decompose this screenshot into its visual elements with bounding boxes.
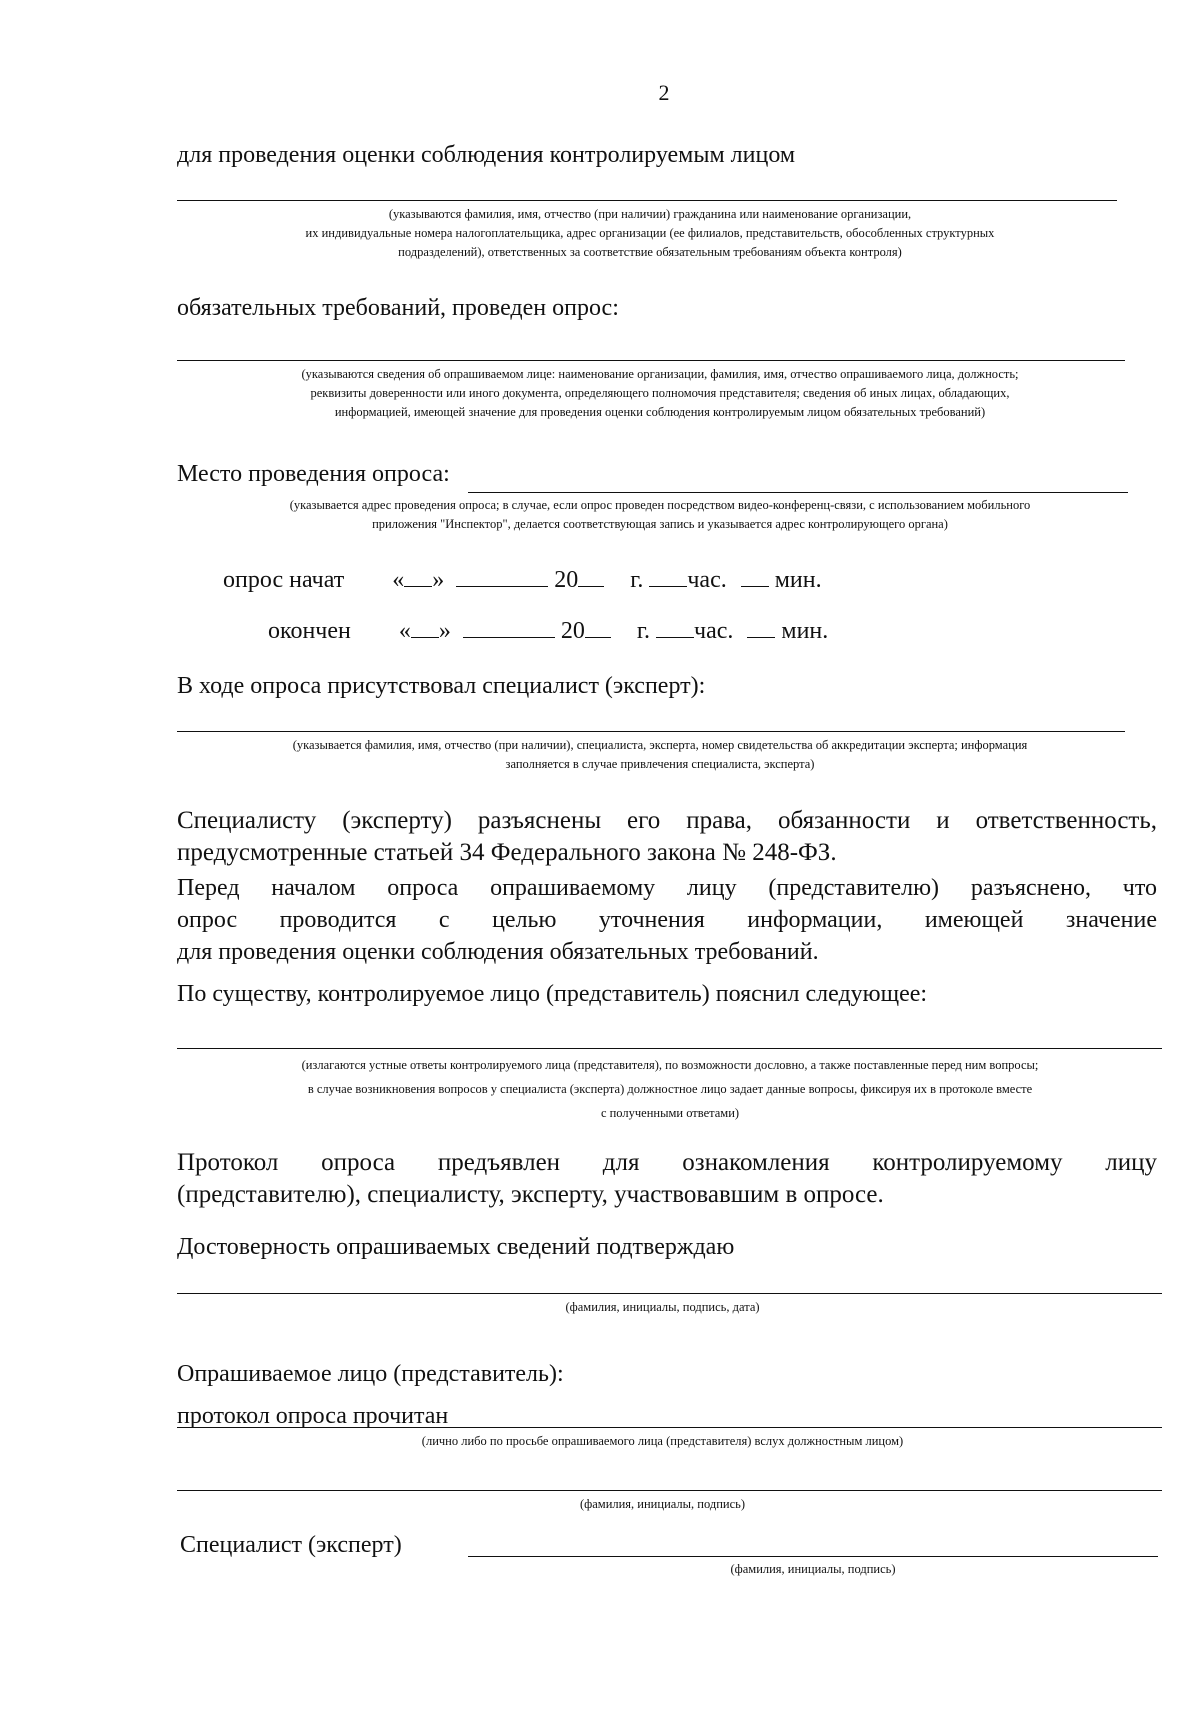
intro-text: для проведения оценки соблюдения контролируемым лицом	[177, 142, 796, 168]
start-label: опрос начат	[223, 567, 345, 593]
end-hour-field[interactable]	[656, 619, 694, 638]
confirmation-hint: (фамилия, инициалы, подпись, дата)	[565, 1300, 760, 1314]
expert-present-hint: (указывается фамилия, имя, отчество (при наличии), специалиста, эксперта, номер свидетельства об аккредитации эксперта; информация заполняется в случае привлечения специалиста, эксперта)	[292, 738, 1028, 771]
protocol-read-field[interactable]	[177, 1427, 1162, 1428]
explanation-field[interactable]	[177, 1048, 1162, 1049]
protocol-read-text: протокол опроса прочитан	[177, 1403, 449, 1429]
end-label: окончен	[268, 618, 351, 644]
controlled-person-hint: (указываются фамилия, имя, отчество (при наличии) гражданина или наименование организации, их индивидуальные номера налогоплательщика, адрес организации (ее филиалов, представительств, обособленных структурных подразделений), ответственных за соответствие обязательным требованиям объекта контроля)	[305, 207, 995, 259]
rights-explained-paragraph: Специалисту (эксперту) разъяснены его права, обязанности и ответственность, предусмотренные статьей 34 Федерального закона № 248-ФЗ.	[177, 807, 1157, 866]
expert-label: Специалист (эксперт)	[180, 1532, 402, 1558]
end-year-field[interactable]	[585, 619, 611, 638]
expert-signature-hint: (фамилия, инициалы, подпись)	[730, 1562, 896, 1576]
confirmation-signature-field[interactable]	[177, 1293, 1162, 1294]
protocol-presented-paragraph: Протокол опроса предъявлен для ознакомления контролируемому лицу (представителю), специалисту, эксперту, участвовавшим в опросе.	[177, 1149, 1157, 1208]
respondent-field[interactable]	[177, 360, 1125, 361]
confirmation-text: Достоверность опрашиваемых сведений подтверждаю	[177, 1234, 735, 1260]
end-day-field[interactable]	[411, 619, 439, 638]
expert-signature-field[interactable]	[468, 1556, 1158, 1557]
respondent-hint: (указываются сведения об опрашиваемом лице: наименование организации, фамилия, имя, отчество опрашиваемого лица, должность; реквизиты доверенности или иного документа, определяющего полномочия представителя; сведения об иных лицах, обладающих, информацией, имеющей значение для проведения оценки соблюдения контролируемым лицом обязательных требований)	[301, 367, 1019, 419]
expert-present-text: В ходе опроса присутствовал специалист (эксперт):	[177, 673, 706, 699]
page-number: 2	[658, 80, 670, 105]
respondent-signature-field[interactable]	[177, 1490, 1162, 1491]
respondent-signature-hint: (фамилия, инициалы, подпись)	[579, 1497, 746, 1511]
start-month-field[interactable]	[456, 568, 548, 587]
start-minute-field[interactable]	[741, 568, 769, 587]
start-hour-field[interactable]	[649, 568, 687, 587]
explanation-hint: (излагаются устные ответы контролируемого лица (представителя), по возможности дословно, а также поставленные перед ним вопросы; в случае возникновения вопросов у специалиста (эксперта) должностное лицо задает данные вопросы, фиксируя их в протоколе вместе с полученными ответами)	[301, 1058, 1039, 1120]
purpose-paragraph: Перед началом опроса опрашиваемому лицу (представителю) разъяснено, что опрос проводится с целью уточнения информации, имеющей значение для проведения оценки соблюдения обязательных требований.	[177, 875, 1157, 965]
end-month-field[interactable]	[463, 619, 555, 638]
end-row: окончен « » 20 г. час. мин.	[268, 618, 829, 644]
controlled-person-field[interactable]	[177, 200, 1117, 201]
explanation-text: По существу, контролируемое лицо (представитель) пояснил следующее:	[177, 981, 928, 1007]
respondent-heading: Опрашиваемое лицо (представитель):	[177, 1361, 564, 1387]
expert-present-field[interactable]	[177, 731, 1125, 732]
survey-place-label: Место проведения опроса:	[177, 461, 450, 487]
requirements-text: обязательных требований, проведен опрос:	[177, 295, 619, 321]
start-year-field[interactable]	[578, 568, 604, 587]
start-row: опрос начат « » 20 г. час. мин.	[223, 567, 822, 593]
start-day-field[interactable]	[404, 568, 432, 587]
survey-place-field[interactable]	[468, 492, 1128, 493]
protocol-read-hint: (лично либо по просьбе опрашиваемого лица (представителя) вслух должностным лицом)	[421, 1434, 904, 1448]
survey-place-hint: (указывается адрес проведения опроса; в случае, если опрос проведен посредством видео-конференц-связи, с использованием мобильного приложения "Инспектор", делается соответствующая запись и указывается адрес контролирующего органа)	[289, 498, 1031, 531]
end-minute-field[interactable]	[747, 619, 775, 638]
